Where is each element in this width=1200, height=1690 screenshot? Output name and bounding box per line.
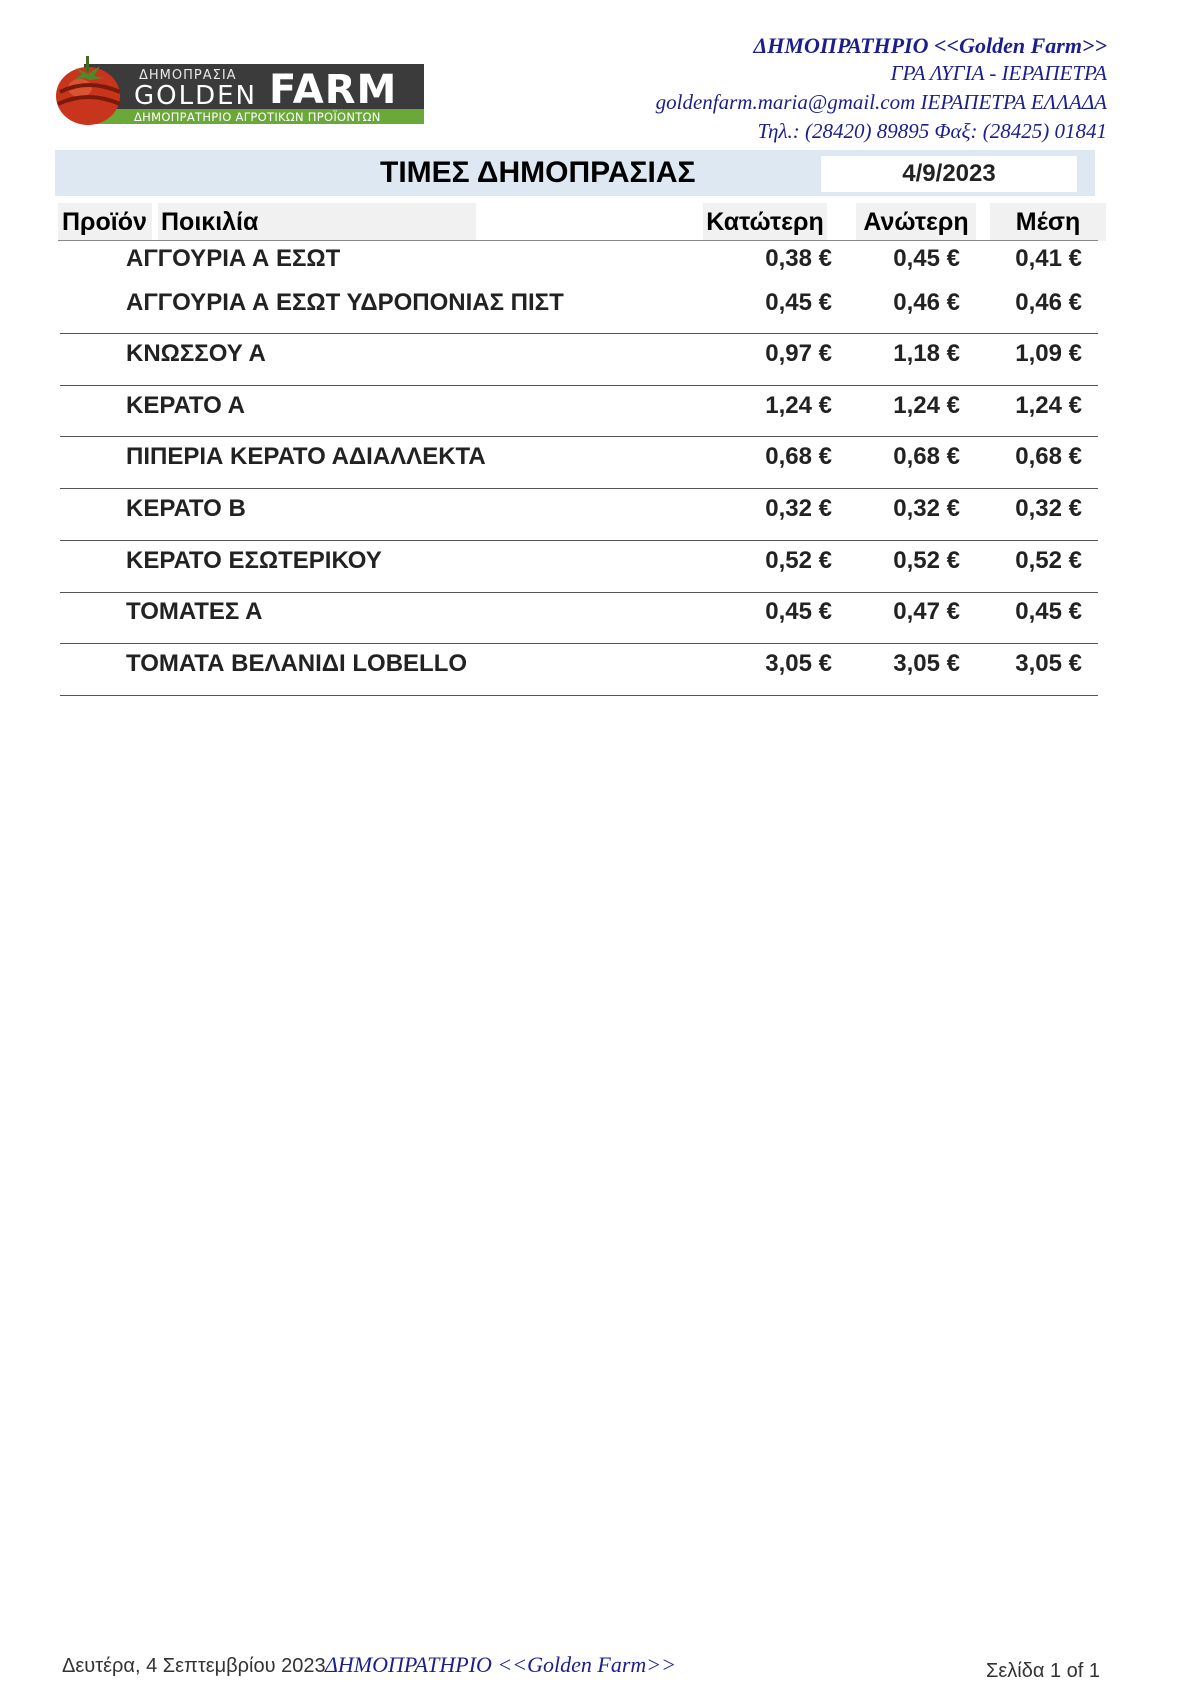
row-max-price: 0,47 € xyxy=(893,598,960,625)
row-avg-price: 0,52 € xyxy=(1015,547,1082,574)
row-product-name: ΤΟΜΑΤΕΣ Α xyxy=(126,598,263,625)
row-min-price: 0,45 € xyxy=(765,598,832,625)
page-title: ΤΙΜΕΣ ΔΗΜΟΠΡΑΣΙΑΣ xyxy=(380,156,696,189)
logo-word-golden: GOLDEN xyxy=(134,81,257,111)
logo-subtitle: ΔΗΜΟΠΡΑΤΗΡΙΟ ΑΓΡΟΤΙΚΩΝ ΠΡΟΪΟΝΤΩΝ xyxy=(134,110,381,124)
row-avg-price: 0,46 € xyxy=(1015,289,1082,316)
row-avg-price: 0,41 € xyxy=(1015,245,1082,272)
row-min-price: 0,38 € xyxy=(765,245,832,272)
logo-word-farm: FARM xyxy=(269,67,398,113)
row-avg-price: 1,09 € xyxy=(1015,340,1082,367)
company-email-city: goldenfarm.maria@gmail.com ΙΕΡΑΠΕΤΡΑ ΕΛΛΑΔΑ xyxy=(655,90,1107,114)
header-divider xyxy=(58,240,1098,241)
row-min-price: 0,68 € xyxy=(765,443,832,470)
column-header-min: Κατώτερη xyxy=(703,203,827,241)
row-product-name: ΤΟΜΑΤΑ ΒΕΛΑΝΙΔΙ LOBELLO xyxy=(126,650,468,677)
row-product-name: ΚΕΡΑΤΟ ΕΣΩΤΕΡΙΚΟΥ xyxy=(126,547,382,574)
row-max-price: 1,24 € xyxy=(893,392,960,419)
row-max-price: 3,05 € xyxy=(893,650,960,677)
row-max-price: 1,18 € xyxy=(893,340,960,367)
column-header-variety: Ποικιλία xyxy=(158,203,476,241)
row-min-price: 0,45 € xyxy=(765,289,832,316)
row-max-price: 0,46 € xyxy=(893,289,960,316)
company-logo xyxy=(54,48,424,126)
row-divider xyxy=(60,488,1098,489)
row-product-name: ΠΙΠΕΡΙΑ ΚΕΡΑΤΟ ΑΔΙΑΛΛΕΚΤΑ xyxy=(126,443,486,470)
row-product-name: ΑΓΓΟΥΡΙΑ Α ΕΣΩΤ xyxy=(126,245,341,272)
row-min-price: 0,97 € xyxy=(765,340,832,367)
row-divider xyxy=(60,436,1098,437)
row-divider xyxy=(60,592,1098,593)
row-max-price: 0,45 € xyxy=(893,245,960,272)
auction-date: 4/9/2023 xyxy=(821,156,1077,192)
row-avg-price: 0,32 € xyxy=(1015,495,1082,522)
row-divider xyxy=(60,385,1098,386)
logo-small-text: ΔΗΜΟΠΡΑΣΙΑ xyxy=(139,68,237,83)
row-min-price: 3,05 € xyxy=(765,650,832,677)
company-name: ΔΗΜΟΠΡΑΤΗΡΙΟ <<Golden Farm>> xyxy=(753,33,1107,58)
column-header-max: Ανώτερη xyxy=(856,203,976,241)
company-address: ΓΡΑ ΛΥΓΙΑ - ΙΕΡΑΠΕΤΡΑ xyxy=(890,61,1107,85)
row-divider xyxy=(60,695,1098,696)
tomato-icon xyxy=(54,48,124,126)
row-max-price: 0,52 € xyxy=(893,547,960,574)
row-avg-price: 1,24 € xyxy=(1015,392,1082,419)
footer-date: Δευτέρα, 4 Σεπτεμβρίου 2023 xyxy=(62,1655,326,1677)
column-header-product: Προϊόν xyxy=(58,203,152,241)
row-avg-price: 0,45 € xyxy=(1015,598,1082,625)
row-min-price: 0,32 € xyxy=(765,495,832,522)
row-product-name: ΑΓΓΟΥΡΙΑ Α ΕΣΩΤ ΥΔΡΟΠΟΝΙΑΣ ΠΙΣΤ xyxy=(126,289,564,316)
logo-banner xyxy=(84,64,424,124)
title-bar xyxy=(55,150,1095,196)
row-min-price: 1,24 € xyxy=(765,392,832,419)
row-divider xyxy=(60,333,1098,334)
row-product-name: ΚΕΡΑΤΟ Α xyxy=(126,392,245,419)
row-max-price: 0,32 € xyxy=(893,495,960,522)
row-product-name: ΚΕΡΑΤΟ Β xyxy=(126,495,246,522)
footer-page-number: Σελίδα 1 of 1 xyxy=(985,1660,1100,1682)
row-product-name: ΚΝΩΣΣΟΥ Α xyxy=(126,340,266,367)
row-avg-price: 3,05 € xyxy=(1015,650,1082,677)
row-min-price: 0,52 € xyxy=(765,547,832,574)
footer-company-name: ΔΗΜΟΠΡΑΤΗΡΙΟ <<Golden Farm>> xyxy=(325,1652,676,1677)
row-divider xyxy=(60,643,1098,644)
column-header-avg: Μέση xyxy=(990,203,1106,241)
row-divider xyxy=(60,540,1098,541)
row-avg-price: 0,68 € xyxy=(1015,443,1082,470)
company-phone-fax: Τηλ.: (28420) 89895 Φαξ: (28425) 01841 xyxy=(757,119,1107,143)
row-max-price: 0,68 € xyxy=(893,443,960,470)
